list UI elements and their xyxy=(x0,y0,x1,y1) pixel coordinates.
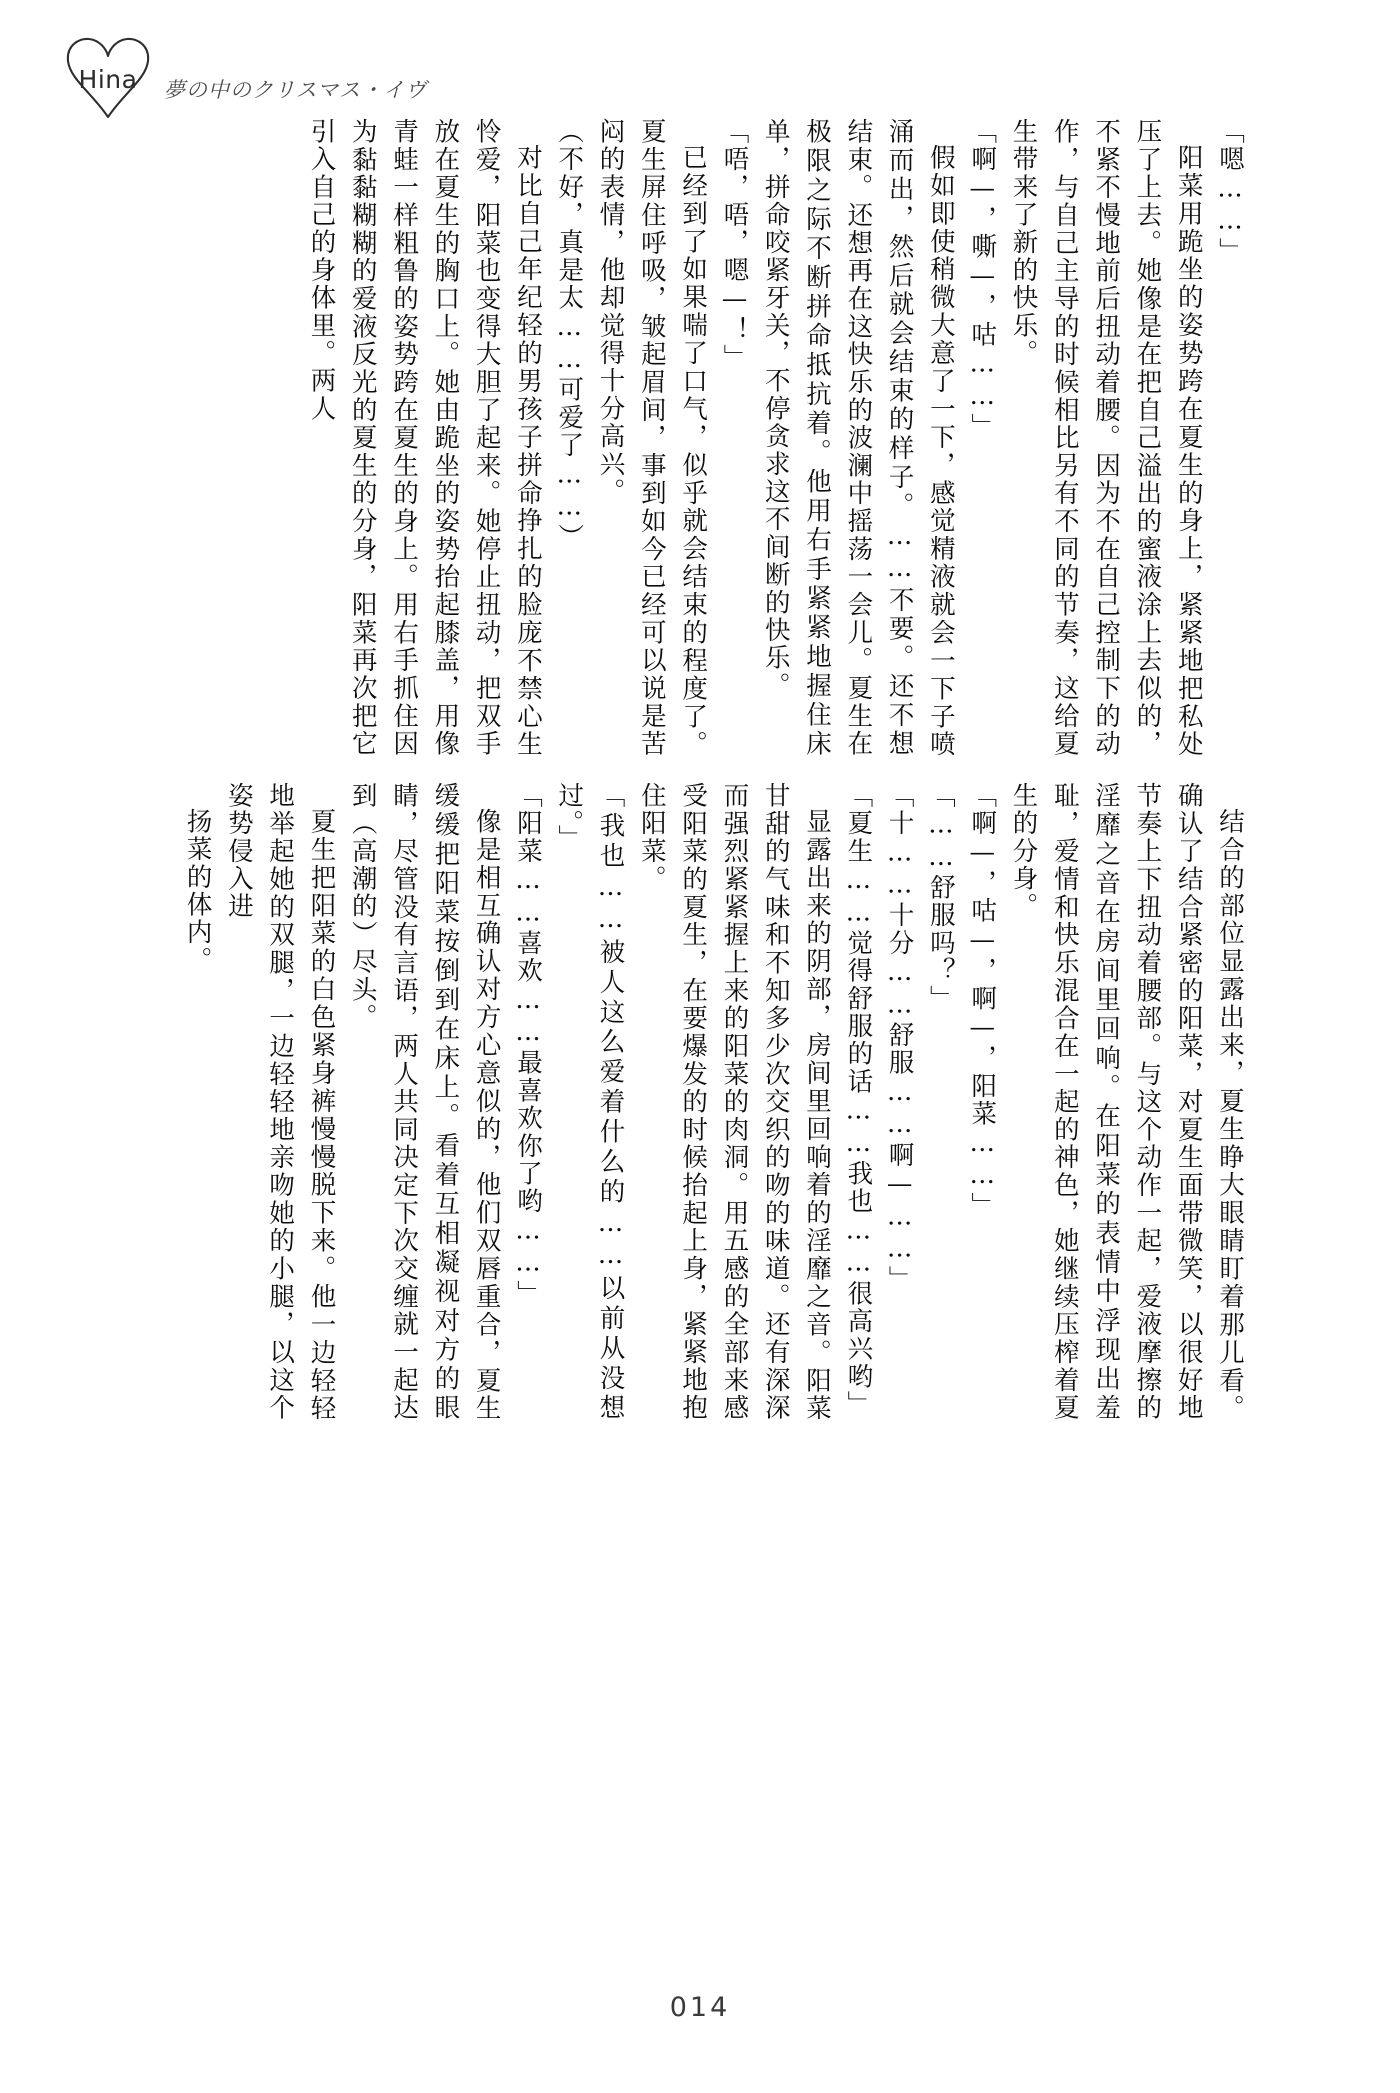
paragraph: 阳菜用跪坐的姿势跨在夏生的身上，紧紧地把私处压了上去。她像是在把自己溢出的蜜液涂上去似的，不紧不慢地前后扭动着腰。因为不在自己控制下的动作，与自己主导的时候相比另有不同的节奏，这给夏生带来了新的快乐。 xyxy=(1008,118,1204,758)
body-text-block-top xyxy=(68,118,1250,758)
paragraph: 像是相互确认对方心意似的，他们双唇重合，夏生缓缓把阳菜按倒到在床上。看着互相凝视对方的眼睛，尽管没有言语，两人共同决定下次交缠就一起达到（高潮的）尽头。 xyxy=(347,782,502,1422)
paragraph: 「啊—，嘶—，咕……」 xyxy=(967,118,998,441)
page-header xyxy=(62,38,427,118)
paragraph: 「嗯……」 xyxy=(1215,118,1245,266)
paragraph: 扬菜的体内。 xyxy=(182,807,213,974)
paragraph: 显露出来的阴部，房间里回响着的淫靡之音。阳菜甘甜的气味和不知多少次交织的吻的味道。还有深深而强烈紧紧握上来的阳菜的肉洞。用五感的全部来感受阳菜的夏生，在要爆发的时候抬起上身，紧紧地抱住阳菜。 xyxy=(636,782,833,1422)
paragraph: 「夏生……觉得舒服的话……我也……很高兴哟」 xyxy=(843,782,874,1419)
paragraph: 「十……十分……舒服……啊—……」 xyxy=(884,782,915,1294)
paragraph: 「我也……被人这么爱着什么的……以前从没想过。」 xyxy=(554,782,626,1422)
paragraph: 「阳菜……喜欢……最喜欢你了哟……」 xyxy=(512,782,543,1308)
body-text-block-bottom xyxy=(68,782,1250,1422)
paragraph: 对比自己年纪轻的男孩子拼命挣扎的脸庞不禁心生怜爱，阳菜也变得大胆了起来。她停止扭动，把双手放在夏生的胸口上。她由跪坐的姿势抬起膝盖，用像青蛙一样粗鲁的姿势跨在夏生的身上。用右手抓住因为黏黏糊糊的爱液反光的夏生的分身，阳菜再次把它引入自己的身体里。两人 xyxy=(306,118,543,758)
paragraph: （不好，真是太……可爱了……） xyxy=(554,118,585,552)
hina-logo xyxy=(62,35,154,121)
paragraph: 结合的部位显露出来，夏生睁大眼睛盯着那儿看。确认了结合紧密的阳菜，对夏生面带微笑，以很好地节奏上下扭动着腰部。与这个动作一起，爱液摩擦的淫靡之音在房间里回响。在阳菜的表情中浮现出羞耻，爱情和快乐混合在一起的神色，她继续压榨着夏生的分身。 xyxy=(1008,782,1245,1422)
paragraph: 假如即使稍微大意了一下，感觉精液就会一下子喷涌而出，然后就会结束的样子。……不要。还不想结束。还想再在这快乐的波澜中摇荡一会儿。夏生在极限之际不断拼命抵抗着。他用右手紧紧地握住床单，拼命咬紧牙关，不停贪求这不间断的快乐。 xyxy=(760,118,956,758)
page-number: 014 xyxy=(669,1992,731,2023)
paragraph: 「啊—，咕—，啊—，阳菜……」 xyxy=(967,782,998,1220)
series-title: 夢の中のクリスマス・イヴ xyxy=(164,78,428,102)
paragraph: 已经到了如果喘了口气，似乎就会结束的程度了。夏生屏住呼吸，皱起眉间，事到如今已经可以说是苦闷的表情，他却觉得十分高兴。 xyxy=(595,118,709,758)
logo-label: Hina xyxy=(78,65,138,94)
paragraph: 「……舒服吗？」 xyxy=(925,782,956,1013)
paragraph: 「唔，唔，嗯—！」 xyxy=(719,118,750,372)
paragraph: 夏生把阳菜的白色紧身裤慢慢脱下来。他一边轻轻地举起她的双腿，一边轻轻地亲吻她的小腿，以这个姿势侵入进 xyxy=(223,782,337,1422)
